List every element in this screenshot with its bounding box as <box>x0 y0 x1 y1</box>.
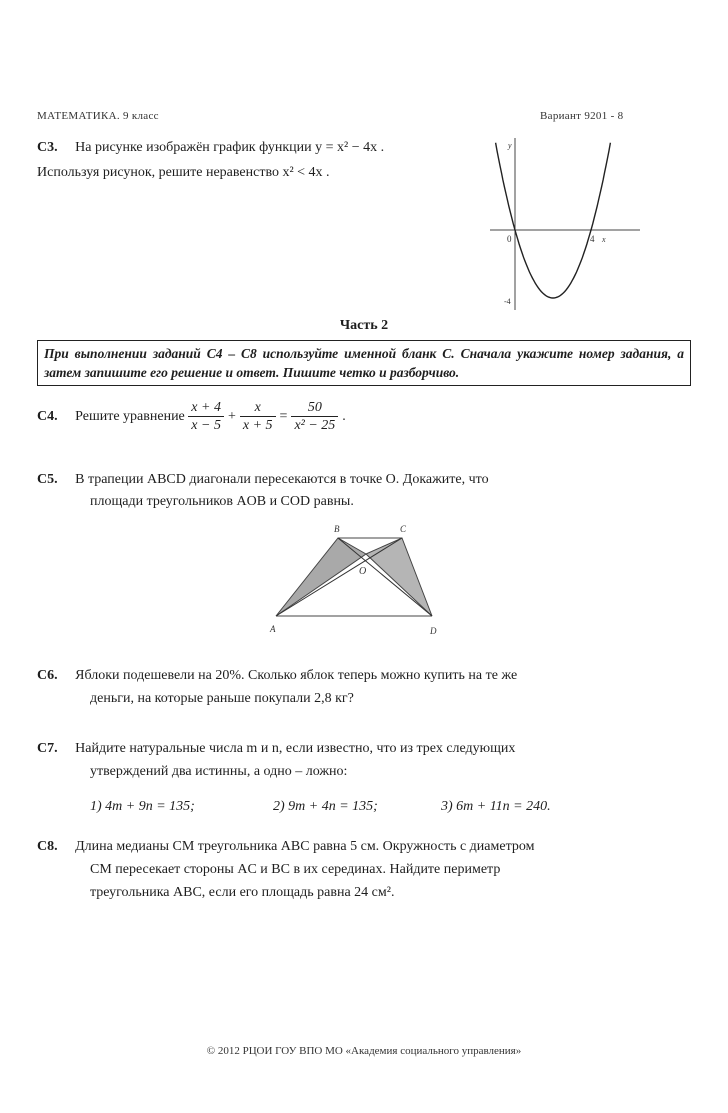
statement-2: 2) 9m + 4n = 135; <box>273 799 378 814</box>
statement-1: 1) 4m + 9n = 135; <box>90 799 195 814</box>
header-subject: МАТЕМАТИКА. 9 класс <box>37 110 159 122</box>
task-c3-label: С3. <box>37 140 58 155</box>
task-c8-label: С8. <box>37 839 58 854</box>
task-c7-line1 <box>37 739 515 758</box>
fraction-3-denominator: x² − 25 <box>294 418 336 433</box>
parabola-graph <box>490 138 640 313</box>
fraction-2-denominator: x + 5 <box>242 418 273 433</box>
task-c3-text1: На рисунке изображён график функции y = x² − 4x . <box>75 140 385 155</box>
task-c6-text2: деньги, на которые раньше покупали 2,8 кг? <box>90 691 354 706</box>
vertex-a-label: A <box>270 624 276 634</box>
task-c4-label: С4. <box>37 409 58 424</box>
task-c5-label: С5. <box>37 472 58 487</box>
y-axis-label: y <box>508 141 512 150</box>
part2-title: Часть 2 <box>339 318 389 333</box>
task-c3-text2: Используя рисунок, решите неравенство x² < 4x . <box>37 165 330 180</box>
task-c8-text1: Длина медианы CM треугольника ABC равна 5 см. Окружность с диаметром <box>75 839 535 854</box>
task-c7-label: С7. <box>37 741 58 756</box>
vertex-c-label: C <box>400 524 407 534</box>
task-c4 <box>37 399 350 434</box>
fraction-1-numerator: x + 4 <box>188 399 224 417</box>
footer-copyright: © 2012 РЦОИ ГОУ ВПО МО «Академия социального управления» <box>206 1045 522 1057</box>
point-o-label: O <box>359 566 367 577</box>
x-axis-label: x <box>602 235 606 244</box>
fraction-1-denominator: x − 5 <box>191 418 221 433</box>
vertex-d-label: D <box>430 626 437 636</box>
period: . <box>342 409 346 424</box>
task-c5-text2: площади треугольников AOB и COD равны. <box>90 494 354 509</box>
fraction-3 <box>291 399 338 434</box>
vertex-b-label: B <box>334 524 340 534</box>
part2-instruction: При выполнении заданий С4 – С8 используйте именной бланк С. Сначала укажите номер задания, а затем запишите его решение и ответ. Пишите четко и разборчиво. <box>37 340 691 386</box>
fraction-3-numerator: 50 <box>291 399 338 417</box>
fraction-2 <box>240 399 276 434</box>
task-c4-text: Решите уравнение <box>75 409 185 424</box>
header-variant: Вариант 9201 - 8 <box>540 110 624 122</box>
origin-label: 0 <box>507 234 512 244</box>
x-tick-label: 4 <box>590 234 595 244</box>
task-c3-line1 <box>37 138 384 157</box>
task-c7-text2: утверждений два истинны, а одно – ложно: <box>90 764 348 779</box>
fraction-1 <box>188 399 224 434</box>
fraction-2-numerator: x <box>240 399 276 417</box>
trapezoid-figure <box>262 522 452 642</box>
task-c8-line1 <box>37 837 534 856</box>
task-c7-text1: Найдите натуральные числа m и n, если известно, что из трех следующих <box>75 741 516 756</box>
statement-3: 3) 6m + 11n = 240. <box>441 799 551 814</box>
task-c8-text3: треугольника ABC, если его площадь равна 24 см². <box>90 885 395 900</box>
parabola-curve <box>496 143 611 298</box>
task-c5-line1 <box>37 470 489 489</box>
y-tick-label: -4 <box>504 297 511 306</box>
triangle-cod <box>366 538 432 616</box>
task-c6-label: С6. <box>37 668 58 683</box>
plus-sign: + <box>227 409 236 424</box>
task-c8-text2: CM пересекает стороны AC и BC в их серединах. Найдите периметр <box>90 862 501 877</box>
task-c5-text1: В трапеции ABCD диагонали пересекаются в точке O. Докажите, что <box>75 472 489 487</box>
equals-sign: = <box>279 409 288 424</box>
task-c6-line1 <box>37 666 517 685</box>
task-c6-text1: Яблоки подешевели на 20%. Сколько яблок теперь можно купить на те же <box>75 668 518 683</box>
